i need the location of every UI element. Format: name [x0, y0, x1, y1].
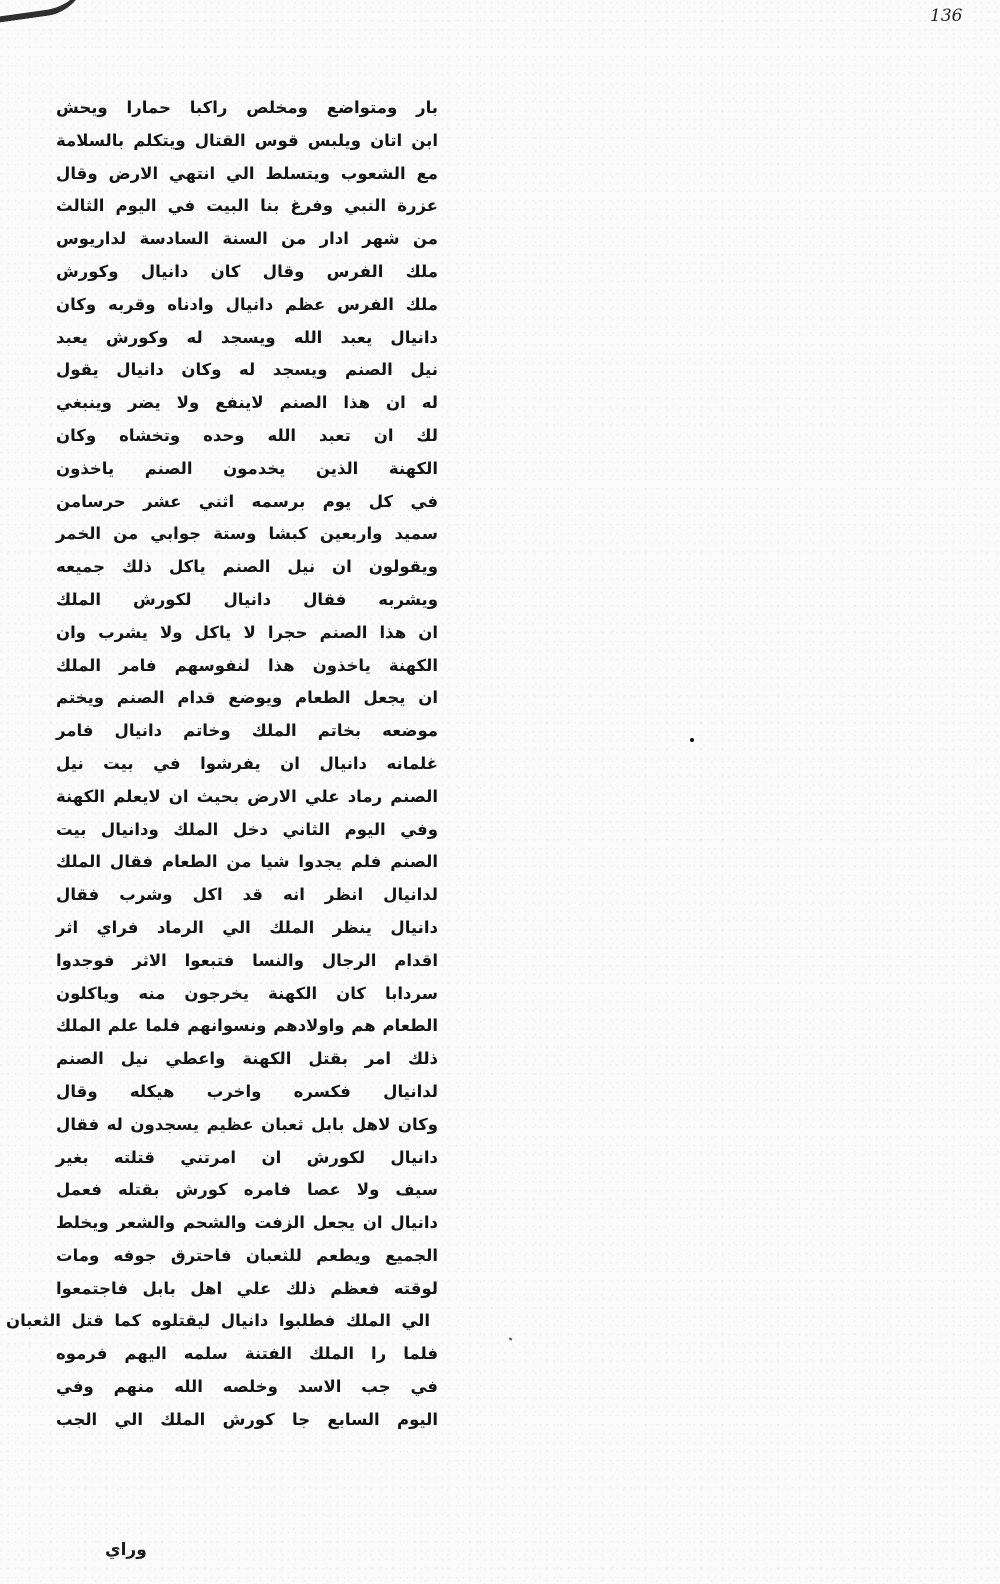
text-line: ابن اتان ويلبس قوس القتال ويتكلم بالسلامة [56, 130, 438, 150]
text-line: سميد واربعين كبشا وستة جوابي من الخمر [56, 524, 438, 544]
text-line: وفي اليوم الثاني دخل الملك ودانيال بيت [56, 819, 438, 839]
text-line: اليوم السابع جا كورش الملك الي الجب [56, 1409, 438, 1429]
text-line: ملك الفرس وقال كان دانيال وكورش [56, 261, 438, 281]
text-line: فلما را الملك الفتنة سلمه اليهم فرموه [56, 1344, 438, 1364]
ink-speck [509, 1337, 513, 1340]
text-line: لدانيال فكسره واخرب هيكله وقال [56, 1081, 438, 1101]
text-line: اقدام الرجال والنسا فتبعوا الاثر فوجدوا [56, 950, 438, 970]
text-line: الصنم فلم يجدوا شيا من الطعام فقال الملك [56, 852, 438, 872]
text-line: دانيال لكورش ان امرتني قتلته بغير [56, 1147, 438, 1167]
text-line: الكهنة ياخذون هذا لنفوسهم فامر الملك [56, 655, 438, 675]
text-line: في كل يوم برسمه اثني عشر حرسامن [56, 491, 438, 511]
text-line: عزرة النبي وفرغ بنا البيت في اليوم الثالث [56, 196, 438, 216]
catchword: وراي [105, 1540, 147, 1560]
text-line: في جب الاسد وخلصه الله منهم وفي [56, 1377, 438, 1397]
text-line: ذلك امر بقتل الكهنة واعطي نيل الصنم [56, 1049, 438, 1069]
text-line: دانيال ان يجعل الزفت والشحم والشعر ويخلط [56, 1213, 438, 1233]
text-line: غلمانه دانيال ان يفرشوا في بيت نيل [56, 753, 438, 773]
manuscript-text-block [6, 92, 438, 1437]
text-line: مع الشعوب ويتسلط الي انتهي الارض وقال [56, 163, 438, 183]
text-line: موضعه بخاتم الملك وخاتم دانيال فامر [56, 721, 438, 741]
text-line: الي الملك فطلبوا دانيال ليقتلوه كما قتل الثعبان [6, 1311, 430, 1331]
scan-corner-mark [0, 0, 93, 26]
text-line: الطعام هم واولادهم ونسوانهم فلما علم الملك [56, 1016, 438, 1036]
text-line: له ان هذا الصنم لاينفع ولا يضر وينبغي [56, 393, 438, 413]
text-line: ملك الفرس عظم دانيال وادناه وقربه وكان [56, 294, 438, 314]
text-line: بار ومتواضع ومخلص راكبا حمارا ويحش [56, 98, 438, 117]
text-line: ان يجعل الطعام ويوضع قدام الصنم ويختم [56, 688, 438, 708]
text-line: دانيال ينظر الملك الي الرماد فراي اثر [56, 917, 438, 937]
text-line: من شهر ادار من السنة السادسة لداريوس [56, 229, 438, 249]
text-line: وكان لاهل بابل ثعبان عظيم يسجدون له فقال [56, 1114, 438, 1134]
ink-speck [690, 738, 694, 742]
page-number: 136 [930, 6, 963, 26]
text-line: ويقولون ان نيل الصنم ياكل ذلك جميعه [56, 557, 438, 577]
text-line: ويشربه فقال دانيال لكورش الملك [56, 589, 438, 609]
text-line: الصنم رماد علي الارض بحيث ان لايعلم الكهنة [56, 786, 438, 806]
text-line: سيف ولا عصا فامره كورش بقتله فعمل [56, 1180, 438, 1200]
text-line: لوقته فعظم ذلك علي اهل بابل فاجتمعوا [56, 1278, 438, 1298]
text-line: الجميع ويطعم للثعبان فاحترق جوفه ومات [56, 1245, 438, 1265]
text-line: لك ان تعبد الله وحده وتخشاه وكان [56, 425, 438, 445]
text-line: الكهنة الذين يخدمون الصنم ياخذون [56, 458, 438, 478]
text-line: دانيال يعبد الله ويسجد له وكورش يعبد [56, 327, 438, 347]
text-line: نيل الصنم ويسجد له وكان دانيال يقول [56, 360, 438, 380]
text-line: ان هذا الصنم حجرا لا ياكل ولا يشرب وان [56, 622, 438, 642]
text-line: سردابا كان الكهنة يخرجون منه وياكلون [56, 983, 438, 1003]
text-line: لدانيال انظر انه قد اكل وشرب فقال [56, 885, 438, 905]
